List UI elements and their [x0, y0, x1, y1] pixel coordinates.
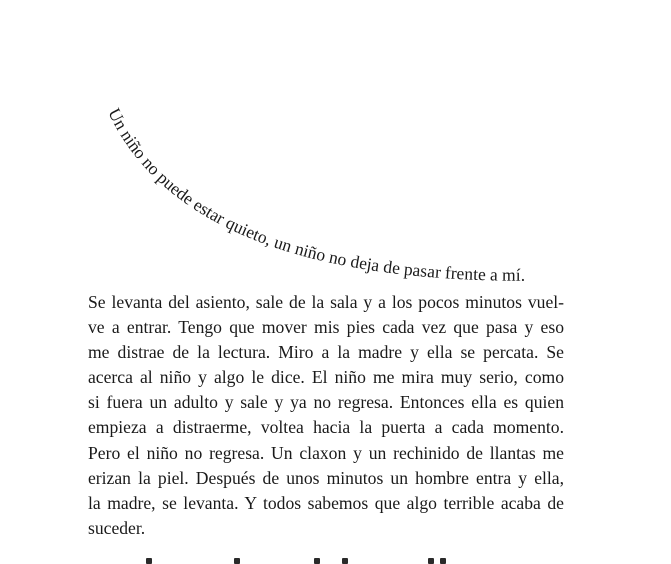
cropped-glyph	[342, 558, 348, 564]
body-paragraph	[88, 290, 564, 541]
paragraph-line: Pero el niño no regresa. Un claxon y un rechinido de llantas me	[88, 442, 564, 463]
cropped-glyph	[440, 558, 446, 564]
cropped-glyph	[428, 558, 434, 564]
cropped-text-row	[88, 552, 564, 564]
cropped-glyph	[314, 558, 320, 564]
curved-text-path: Un niño no puede estar quieto, un niño no deja de pasar frente a mí.	[104, 104, 526, 285]
paragraph-line: suceder.	[88, 517, 146, 538]
paragraph-line: acerca al niño y algo le dice. El niño me mira muy serio, como	[88, 367, 564, 388]
paragraph-line: empieza a distraerme, voltea hacia la puerta a cada momento.	[88, 417, 564, 438]
paragraph-line: erizan la piel. Después de unos minutos un hombre entra y ella,	[88, 467, 564, 488]
cropped-glyph	[146, 558, 152, 564]
paragraph-line: ve a entrar. Tengo que mover mis pies cada vez que pasa y eso	[88, 317, 564, 338]
paragraph-line: me distrae de la lectura. Miro a la madre y ella se percata. Se	[88, 342, 564, 363]
paragraph-line: si fuera un adulto y sale y ya no regresa. Entonces ella es quien	[88, 392, 564, 413]
paragraph-line: la madre, se levanta. Y todos sabemos que algo terrible acaba de	[88, 492, 564, 513]
curved-text	[104, 105, 525, 285]
cropped-glyph	[234, 558, 240, 564]
paragraph-line: Se levanta del asiento, sale de la sala y a los pocos minutos vuel-	[88, 292, 564, 312]
